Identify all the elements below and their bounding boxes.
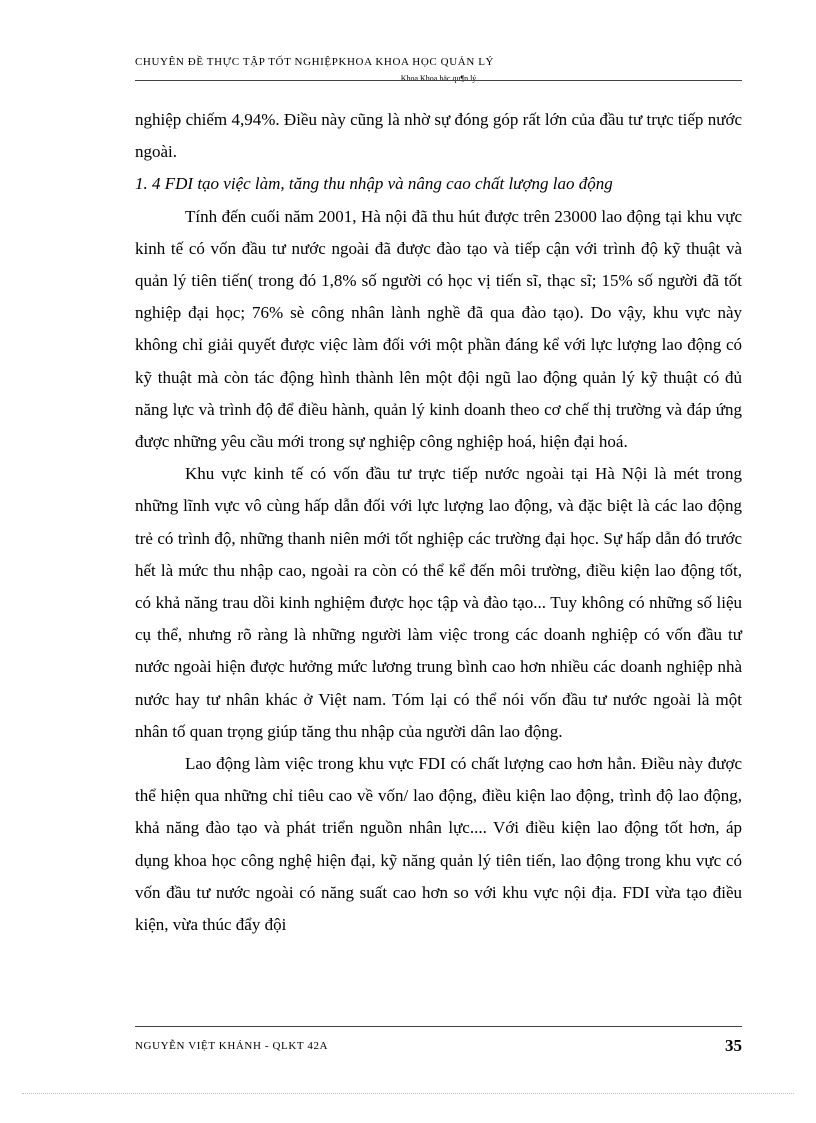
header-subtitle: Khoa Khoa häc qu¶n lý — [400, 74, 477, 83]
paragraph-3: Lao động làm việc trong khu vực FDI có chất lượng cao hơn hẳn. Điều này được thể hiện qua những chỉ tiêu cao về vốn/ lao động, điều kiện lao động, trình độ lao động, khả năng đào tạo và phát triển nguồn nhân lực.... Với điều kiện lao động tốt hơn, áp dụng khoa học công nghệ hiện đại, kỹ năng quản lý tiên tiến, lao động trong khu vực có vốn đầu tư nước ngoài có năng suất cao hơn so với khu vực nội địa. FDI vừa tạo điều kiện, vừa thúc đẩy đội — [135, 754, 742, 935]
paragraph-2: Khu vực kinh tế có vốn đầu tư trực tiếp nước ngoài tại Hà Nội là mét trong những lĩnh vực vô cùng hấp dẫn đối với lực lượng lao động, và đặc biệt là các lao động trẻ có trình độ, những thanh niên mới tốt nghiệp các trường đại học. Sự hấp dẫn đó trước hết là mức thu nhập cao, ngoài ra còn có thể kể đến môi trường, điều kiện lao động tốt, có khả năng trau dồi kinh nghiệm được học tập và đào tạo... Tuy không có những số liệu cụ thể, nhưng rõ ràng là những người làm việc trong các doanh nghiệp có vốn đầu tư nước ngoài hiện được hưởng mức lương trung bình cao hơn nhiều các doanh nghiệp nhà nước hay tư nhân khác ở Việt nam. Tóm lại có thể nói vốn đầu tư nước ngoài là một nhân tố quan trọng giúp tăng thu nhập của người dân lao động. — [135, 464, 742, 741]
page-number: 35 — [725, 1036, 742, 1055]
page-bottom-dotted-line — [22, 1093, 794, 1094]
document-body — [135, 104, 742, 941]
header-title: CHUYÊN ĐỀ THỰC TẬP TỐT NGHIỆPKHOA KHOA HỌC QUẢN LÝ — [135, 56, 495, 68]
footer-divider — [135, 1026, 742, 1027]
section-heading: 1. 4 FDI tạo việc làm, tăng thu nhập và nâng cao chất lượng lao động — [135, 174, 613, 194]
footer-author: NGUYỄN VIỆT KHÁNH - QLKT 42A — [135, 1040, 329, 1052]
header-divider — [135, 80, 742, 81]
intro-paragraph: nghiệp chiếm 4,94%. Điều này cũng là nhờ sự đóng góp rất lớn của đầu tư trực tiếp nước ngoài. — [135, 110, 742, 162]
paragraph-1: Tính đến cuối năm 2001, Hà nội đã thu hút được trên 23000 lao động tại khu vực kinh tế có vốn đầu tư nước ngoài đã được đào tạo và tiếp cận với trình độ kỹ thuật và quản lý tiên tiến( trong đó 1,8% số người có học vị tiến sĩ, thạc sĩ; 15% số người đã tốt nghiệp đại học; 76% sè công nhân lành nghề đã qua đào tạo). Do vậy, khu vực này không chỉ giải quyết được việc làm đối với một phần đáng kể với lực lượng lao động có kỹ thuật mà còn tác động hình thành lên một đội ngũ lao động quản lý kỹ thuật có đủ năng lực và trình độ để điều hành, quản lý kinh doanh theo cơ chế thị trường và đáp ứng được những yêu cầu mới trong sự nghiệp công nghiệp hoá, hiện đại hoá. — [135, 206, 742, 452]
